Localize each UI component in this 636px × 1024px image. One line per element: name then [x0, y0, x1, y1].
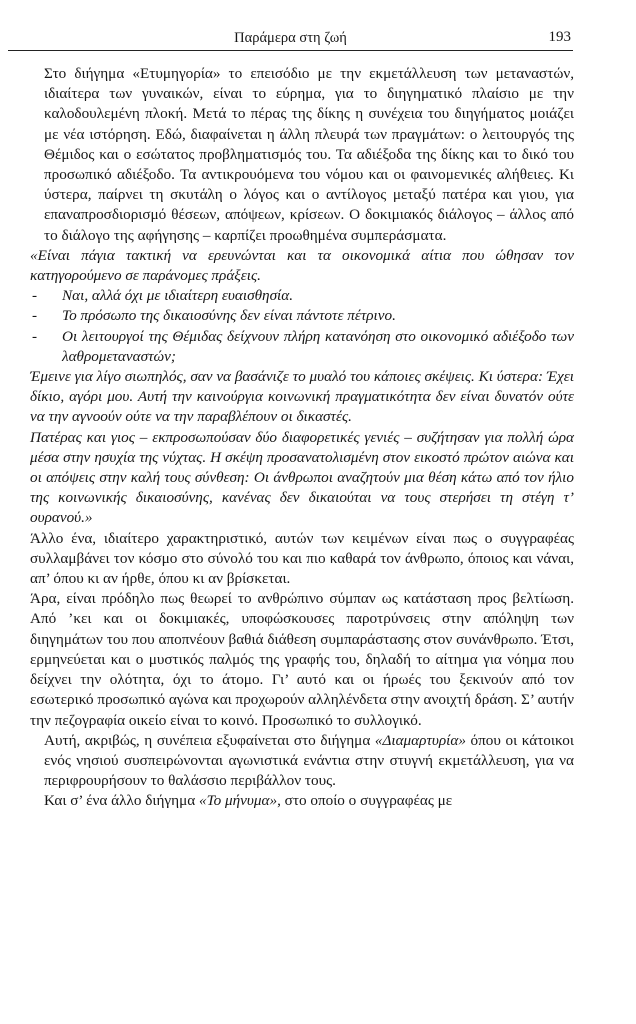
story-title: «Διαμαρτυρία»	[374, 731, 466, 749]
paragraph-minima	[30, 791, 574, 811]
dialogue-line	[30, 306, 574, 326]
running-title: Παράμερα στη ζωή	[234, 30, 347, 46]
paragraph-text: Αυτή, ακριβώς, η συνέπεια εξυφαίνεται στο διήγημα	[44, 731, 375, 749]
dialogue-dash: -	[32, 287, 38, 305]
page-number: 193	[548, 29, 571, 45]
paragraph-etymigoria: Στο διήγημα «Ετυμηγορία» το επεισόδιο με την εκμετάλλευση των μεταναστών, ιδιαίτερα των γυναικών, είναι το εύρημα, για το διηγηματικό πλαίσιο με την καλοδουλεμένη πλοκή. Μετά το πέρας της δίκης η συνέχεια του διηγήματος μοιάζει με νέα ιστόρηση. Εδώ, διαφαίνεται η άλλη πλευρά των πραγμάτων: ο λειτουργός της Θέμιδος και ο εσώτατος προβληματισμός του. Τα αδιέξοδα της δίκης και το δικό του προσωπικό αδιέξοδο. Τα αντικρουόμενα του νόμου και οι φαινομενικές αλήθειες. Κι ύστερα, παίρνει τη σκυτάλη ο λόγος και ο αντίλογος μεταξύ πατέρα και γιου, για επαναπροσδιορισμό θέσεων, απόψεων, κρίσεων. Ο δοκιμιακός διάλογος – άλλος από το διάλογο της αφήγησης – καρπίζει προωθημένα συμπεράσματα.	[44, 65, 574, 244]
dialogue-line	[30, 327, 574, 367]
paragraph-text: , στο οποίο ο συγγραφέας με	[277, 792, 453, 810]
dialogue-line	[30, 286, 574, 306]
story-title: «Το μήνυμα»	[198, 792, 278, 810]
page-header	[8, 20, 573, 51]
dialogue-dash: -	[32, 307, 38, 325]
dialogue-text: Ναι, αλλά όχι με ιδιαίτερη ευαισθησία.	[62, 287, 294, 305]
quote-opening: «Είναι πάγια τακτική να ερευνώνται και τα οικονομικά αίτια που ώθησαν τον κατηγορούμενο σε παράνομες πράξεις.	[30, 246, 574, 285]
quote-father-son: Πατέρας και γιος – εκπροσωπούσαν δύο διαφορετικές γενιές – συζήτησαν για πολλή ώρα μέσα στην ησυχία της νύχτας. Η σκέψη προσανατολισμένη στον εικοστό πρώτον αιώνα και οι απόψεις στην καλή τους σύνθεση: Οι άνθρωποι αναζητούν μια θέση κάτω από τον ήλιο της κοινωνικής δικαιοσύνης, κανένας δεν δικαιούται να τους στερήσει τη στέγη τ’ ουρανού.»	[30, 428, 574, 527]
paragraph-human-universe: Άρα, είναι πρόδηλο πως θεωρεί το ανθρώπινο σύμπαν ως κατάσταση προς βελτίωση. Από ’κει και οι δοκιμιακές, υποφώσκουσες παροτρύνσεις στην απόληψη των διηγημάτων του που αποπνέουν βαθιά διάθεση συμπαράστασης στον συνάνθρωπο. Έτσι, ερμηνεύεται και ο μυστικός παλμός της γραφής του, δηλαδή το αίτημα για νόημα που δείχνει την ολότητα, όχι το άτομο. Γι’ αυτό και οι ήρωές του ξεκινούν από τον εσωτερικό προσωπικό αγώνα και προχωρούν αλληλένδετα στην ανοιχτή δράση. Σ’ αυτήν την πεζογραφία οικείο είναι το κοινό. Προσωπικό το συλλογικό.	[30, 590, 574, 729]
paragraph-text: όπου οι κάτοικοι ενός νησιού συσπειρώνονται αγωνιστικά ενάντια στην στυγνή εκμετάλλευση, για να περιφρουρήσουν το θαλάσσιο περιβάλλον τους.	[44, 731, 574, 790]
quote-father-reply: Έμεινε για λίγο σιωπηλός, σαν να βασάνιζε το μυαλό του κάποιες σκέψεις. Κι ύστερα: Έχει δίκιο, αγόρι μου. Αυτή την καινούργια κοινωνική πραγματικότητα δεν είναι δυνατόν ούτε να την αγνοούν ούτε να την παραβλέπουν οι δικαστές.	[30, 368, 574, 426]
paragraph-text: Και σ’ ένα άλλο διήγημα	[44, 792, 199, 810]
dialogue-text: Οι λειτουργοί της Θέμιδας δείχνουν πλήρη κατανόηση στο οικονομικό αδιέξοδο των λαθρομεταναστών;	[62, 327, 574, 365]
dialogue-text: Το πρόσωπο της δικαιοσύνης δεν είναι πάντοτε πέτρινο.	[62, 307, 396, 325]
paragraph-characteristic: Άλλο ένα, ιδιαίτερο χαρακτηριστικό, αυτών των κειμένων είναι πως ο συγγραφέας συλλαμβάνει τον κόσμο στο σύνολό του και πιο καθαρά τον άνθρωπο, όποιος και νάναι, απ’ όπου κι αν ήρθε, όπου κι αν βρίσκεται.	[30, 529, 574, 588]
paragraph-diamartyria	[30, 731, 574, 792]
dialogue-dash: -	[32, 327, 38, 345]
page-body	[30, 64, 574, 812]
